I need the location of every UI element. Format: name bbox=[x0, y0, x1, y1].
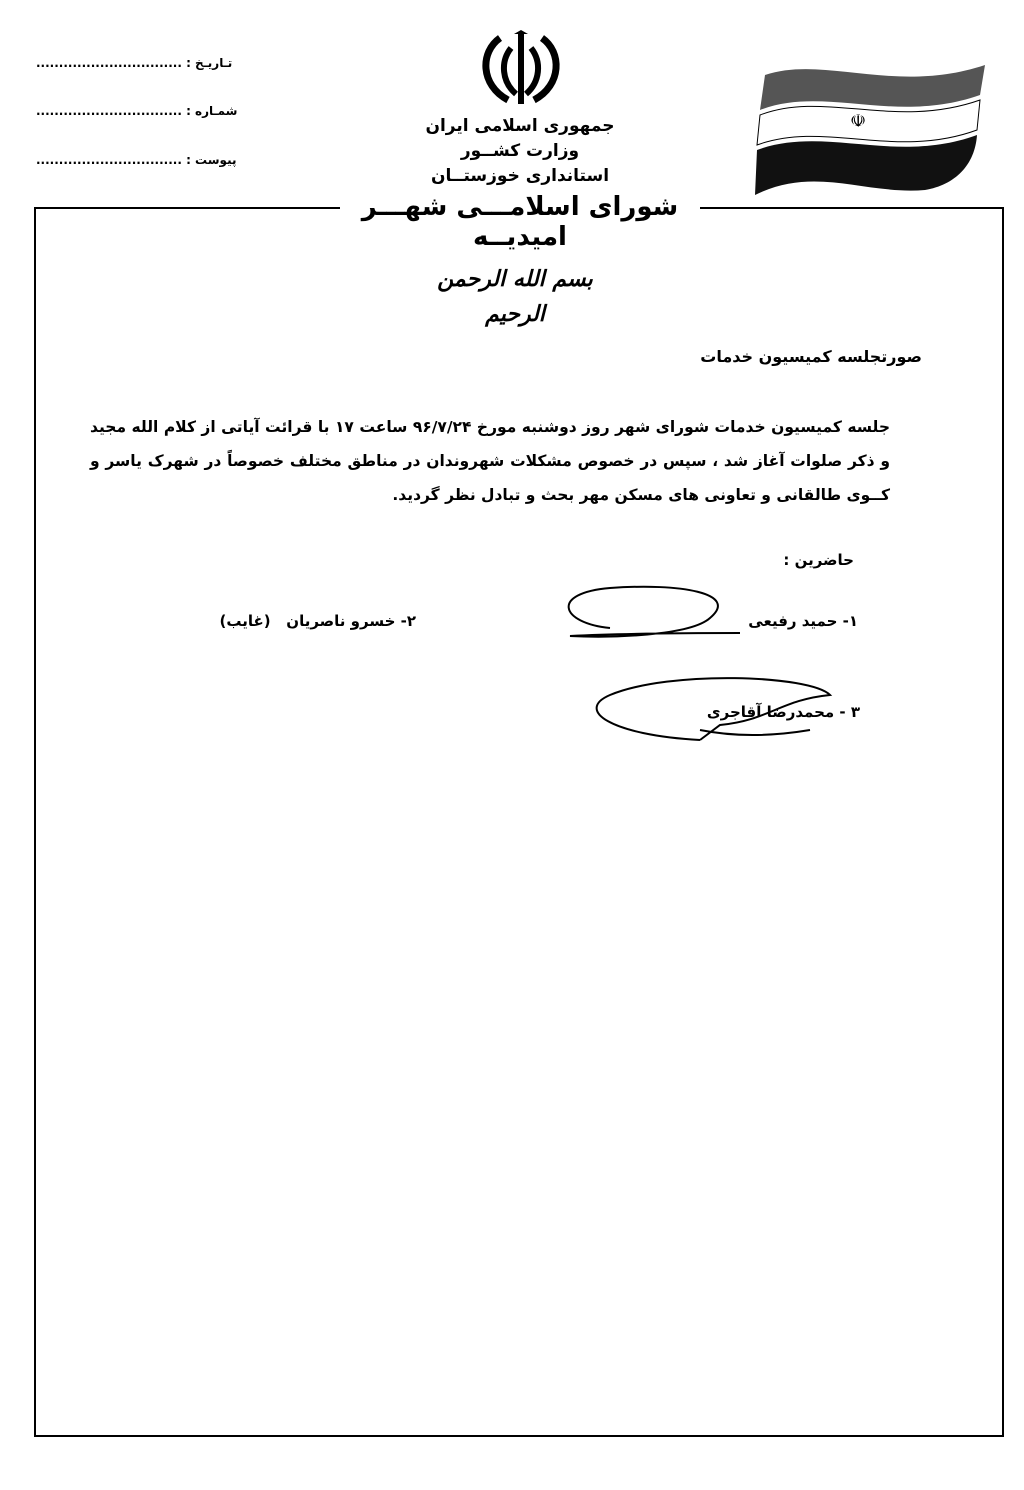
signature-1 bbox=[550, 578, 750, 653]
org-line-ministry: وزارت کشــور bbox=[460, 141, 580, 161]
org-line-republic: جمهوری اسلامی ایران bbox=[425, 116, 615, 136]
attendee-1: ۱- حمید رفیعی bbox=[748, 612, 858, 630]
iran-emblem-icon bbox=[478, 30, 564, 110]
signature-3 bbox=[580, 670, 850, 755]
number-field bbox=[36, 104, 237, 118]
date-label: تـاريـخ : bbox=[186, 56, 233, 70]
number-value: ................................ bbox=[36, 104, 182, 118]
attachment-value: ................................ bbox=[36, 153, 182, 167]
svg-text:☫: ☫ bbox=[850, 111, 867, 132]
minutes-body: جلسه کمیسیون خدمات شورای شهر روز دوشنبه مورخ ۹۶/۷/۲۴ ساعت ۱۷ با قرائت آیاتی از کلام الله مجید و ذکر صلوات آغاز شد ، سپس در خصوص مشکلات شهروندان در مناطق مختلف خصوصاً در شهرک یاسر و کــوی طالقانی و تعاونی های مسکن مهر بحث و تبادل نظر گردید. bbox=[90, 418, 890, 504]
attendees-label: حاضرین : bbox=[783, 551, 854, 569]
attendee-3: ۳ - محمدرضا آقاجری bbox=[706, 703, 860, 721]
document-frame bbox=[34, 207, 1004, 1437]
council-title: شورای اسلامـــی شهـــر امیدیــه bbox=[340, 192, 700, 252]
attachment-label: پيوست : bbox=[186, 153, 237, 167]
basmala-calligraphy: بسم الله الرحمن الرحیم bbox=[437, 266, 593, 328]
date-value: ................................ bbox=[36, 56, 182, 70]
number-label: شمـاره : bbox=[186, 104, 238, 118]
date-field bbox=[36, 56, 232, 70]
iran-flag-icon bbox=[745, 55, 995, 205]
attendee-2: ۲- خسرو ناصریان (غایب) bbox=[219, 612, 416, 630]
attachment-field bbox=[36, 153, 236, 167]
minutes-heading: صورتجلسه کمیسیون خدمات bbox=[700, 347, 922, 366]
org-line-province: استانداری خوزستــان bbox=[430, 166, 610, 186]
